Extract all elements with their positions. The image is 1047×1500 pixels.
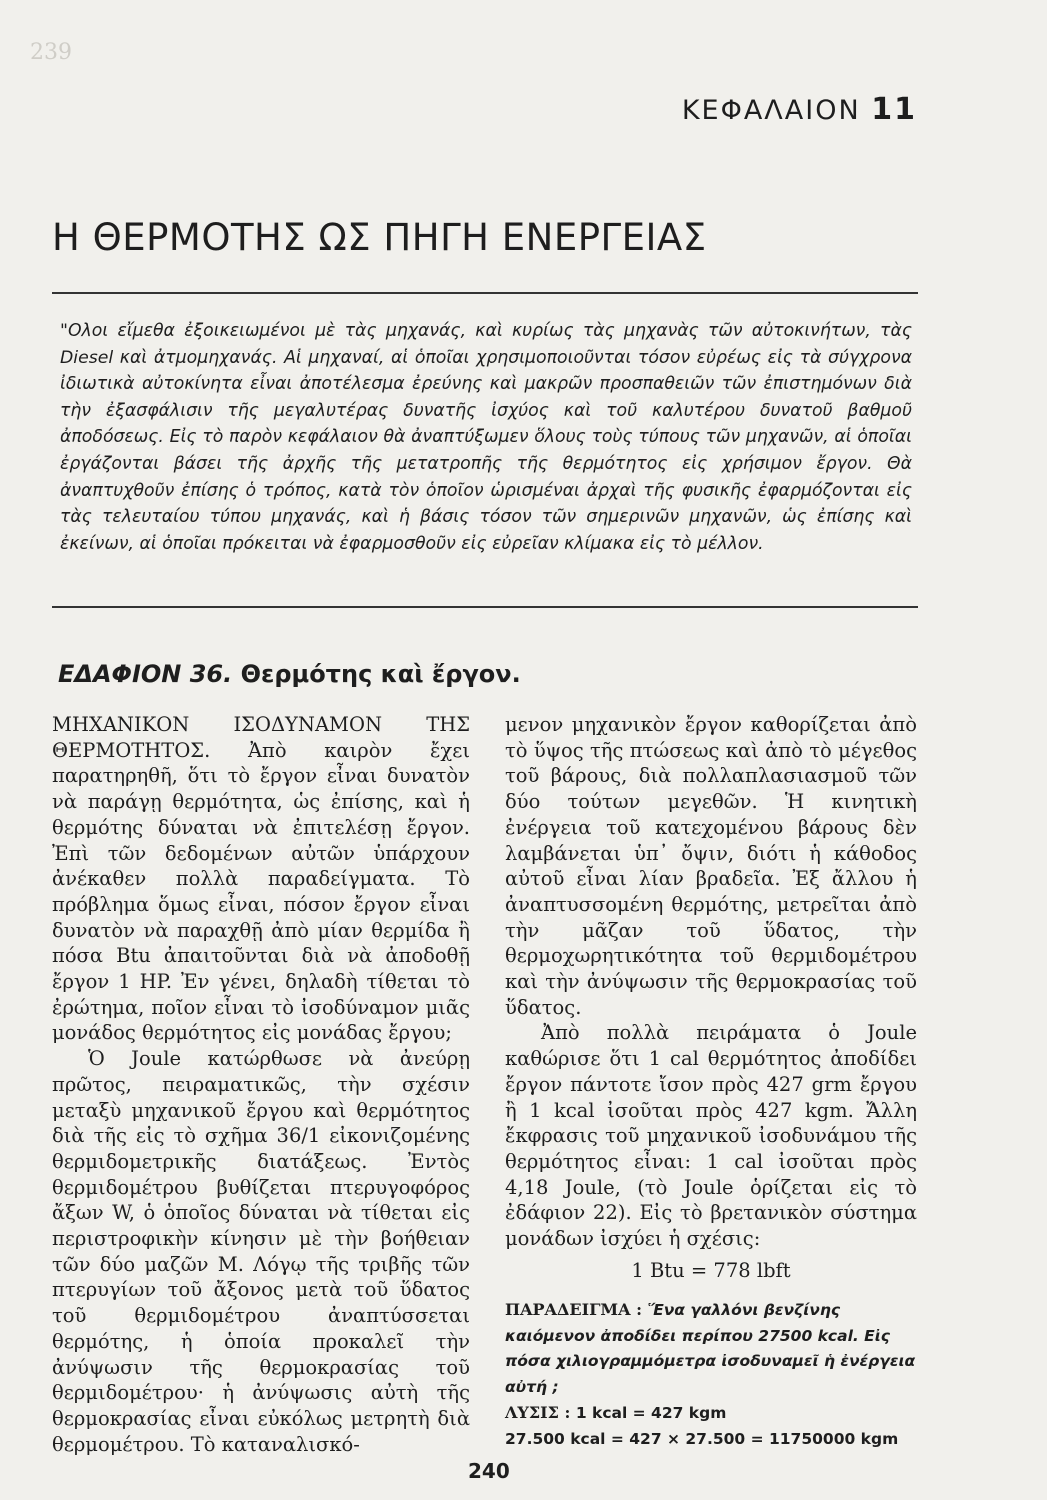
example-block — [505, 1297, 917, 1400]
example-text: Ἕνα γαλλόνι βενζίνης καιόμενον ἀποδίδει περίπου 27500 kcal. Εἰς πόσα χιλιογραμμόμετρα ἰσοδυναμεῖ ἡ ἐνέργεια αὐτή ; — [505, 1301, 916, 1396]
chapter-heading — [682, 92, 917, 127]
equation: 1 Btu = 778 lbft — [631, 1258, 791, 1282]
solution-label: ΛΥΣΙΣ : — [505, 1403, 571, 1423]
bleed-through-page-number: 239 — [30, 40, 72, 65]
chapter-label: ΚΕΦΑΛΑΙΟΝ — [681, 95, 861, 126]
paragraph: Ὁ Joule κατώρθωσε νὰ ἀνεύρῃ πρῶτος, πειραματικῶς, τὴν σχέσιν μεταξὺ μηχανικοῦ ἔργου καὶ θερμότητος διὰ τῆς εἰς τὸ σχῆμα 36/1 εἰκονιζομένης θερμιδομετρικῆς διατάξεως. Ἐντὸς θερμιδομέτρου βυθίζεται πτερυγοφόρος ἄξων W, ὁ ὁποῖος δύναται νὰ τίθεται εἰς περιστροφικὴν κίνησιν μὲ τὴν βοήθειαν τῶν δύο μαζῶν Μ. Λόγῳ τῆς τριβῆς τῶν πτερυγίων τοῦ ἄξονος μετὰ τοῦ ὕδατος τοῦ θερμιδομέτρου ἀναπτύσσεται θερμότης, ἡ ὁποία προκαλεῖ τὴν ἀνύψωσιν τῆς θερμοκρασίας τοῦ θερμιδομέτρου· ἡ ἀνύψωσις αὐτὴ τῆς θερμοκρασίας εἶναι εὐκόλως μετρητὴ διὰ θερμομέτρου. Τὸ καταναλισκό- — [52, 1047, 470, 1456]
example-label: ΠΑΡΑΔΕΙΓΜΑ : — [505, 1300, 643, 1320]
paragraph: ΜΗΧΑΝΙΚΟΝ ΙΣΟΔΥΝΑΜΟΝ ΤΗΣ ΘΕΡΜΟΤΗΤΟΣ. Ἀπὸ καιρὸν ἔχει παρατηρηθῆ, ὅτι τὸ ἔργον εἶναι δυνατὸν νὰ παράγῃ θερμότητα, ὡς ἐπίσης, καὶ ἡ θερμότης δύναται νὰ ἐπιτελέσῃ ἔργον. Ἐπὶ τῶν δεδομένων αὐτῶν ὑπάρχουν ἀνέκαθεν πολλὰ παραδείγματα. Τὸ πρόβλημα ὅμως εἶναι, πόσον ἔργον εἶναι δυνατὸν νὰ παραχθῇ ἀπὸ μίαν θερμίδα ἢ πόσα Btu ἀπαιτοῦνται διὰ νὰ ἀποδοθῇ ἔργον 1 HP. Ἐν γένει, δηλαδὴ τίθεται τὸ ἐρώτημα, ποῖον εἶναι τὸ ἰσοδύναμον μιᾶς μονάδος θερμότητος εἰς μονάδας ἔργου; — [52, 713, 470, 1045]
bottom-divider — [52, 606, 918, 608]
chapter-number: 11 — [871, 92, 917, 127]
section-label: ΕΔΑΦΙΟΝ 36. — [58, 660, 233, 688]
section-title: Θερμότης καὶ ἔργον. — [240, 660, 521, 688]
left-column — [52, 712, 470, 1457]
right-column — [505, 712, 917, 1452]
solution-block — [505, 1400, 917, 1452]
chapter-intro: "Ολοι εἴμεθα ἐξοικειωμένοι μὲ τὰς μηχανάς, καὶ κυρίως τὰς μηχανὰς τῶν αὐτοκινήτων, τὰς Diesel καὶ ἀτμομηχανάς. Αἱ μηχαναί, αἱ ὁποῖαι χρησιμοποιοῦνται τόσον εὐρέως εἰς τὰ σύγχρονα ἰδιωτικὰ αὐτοκίνητα εἶναι ἀποτέλεσμα ἐρεύνης καὶ μακρῶν προσπαθειῶν τῶν ἐπιστημόνων διὰ τὴν ἐξασφάλισιν τῆς μεγαλυτέρας δυνατῆς ἰσχύος καὶ τοῦ καλυτέρου δυνατοῦ βαθμοῦ ἀποδόσεως. Εἰς τὸ παρὸν κεφάλαιον θὰ ἀναπτύξωμεν ὅλους τοὺς τύπους τῶν μηχανῶν, αἱ ὁποῖαι ἐργάζονται βάσει τῆς ἀρχῆς τῆς μετατροπῆς τῆς θερμότητος εἰς χρήσιμον ἔργον. Θὰ ἀναπτυχθοῦν ἐπίσης ὁ τρόπος, κατὰ τὸν ὁποῖον ὡρισμέναι ἀρχαὶ τῆς φυσικῆς ἐφαρμόζονται εἰς τὰς τελευταίου τύπου μηχανάς, καὶ ἡ βάσις τόσον τῶν σημερινῶν μηχανῶν, ὡς ἐπίσης καὶ ἐκείνων, αἱ ὁποῖαι πρόκειται νὰ ἐφαρμοσθοῦν εἰς εὐρεῖαν κλίμακα εἰς τὸ μέλλον. — [60, 321, 912, 554]
chapter-title: Η ΘΕΡΜΟΤΗΣ ΩΣ ΠΗΓΗ ΕΝΕΡΓΕΙΑΣ — [52, 216, 707, 259]
paragraph: μενον μηχανικὸν ἔργον καθορίζεται ἀπὸ τὸ ὕψος τῆς πτώσεως καὶ ἀπὸ τὸ μέγεθος τοῦ βάρους, διὰ πολλαπλασιασμοῦ τῶν δύο τούτων μεγεθῶν. Ἡ κινητικὴ ἐνέργεια τοῦ κατεχομένου βάρους δὲν λαμβάνεται ὑπ᾿ ὄψιν, διότι ἡ κάθοδος αὐτοῦ εἶναι λίαν βραδεῖα. Ἐξ ἄλλου ἡ ἀναπτυσσομένη θερμότης, μετρεῖται ἀπὸ τὴν μᾶζαν τοῦ ὕδατος, τὴν θερμοχωρητικότητα τοῦ θερμιδομέτρου καὶ τὴν ἀνύψωσιν τῆς θερμοκρασίας τοῦ ὕδατος. — [505, 713, 917, 1019]
solution-line-2: 27.500 kcal = 427 × 27.500 = 11750000 kgm — [505, 1429, 899, 1448]
top-divider — [52, 292, 918, 294]
section-heading — [58, 660, 521, 688]
solution-line-1: 1 kcal = 427 kgm — [575, 1404, 727, 1423]
page-number: 240 — [468, 1459, 510, 1483]
paragraph: Ἀπὸ πολλὰ πειράματα ὁ Joule καθώρισε ὅτι 1 cal θερμότητος ἀποδίδει ἔργον πάντοτε ἴσον πρὸς 427 grm ἔργου ἢ 1 kcal ἰσοῦται πρὸς 427 kgm. Ἄλλη ἔκφρασις τοῦ μηχανικοῦ ἰσοδυνάμου τῆς θερμότητος εἶναι: 1 cal ἰσοῦται πρὸς 4,18 Joule, (τὸ Joule ὁρίζεται εἰς τὸ ἐδάφιον 22). Εἰς τὸ βρετανικὸν σύστημα μονάδων ἰσχύει ἡ σχέσις: — [505, 1021, 917, 1251]
